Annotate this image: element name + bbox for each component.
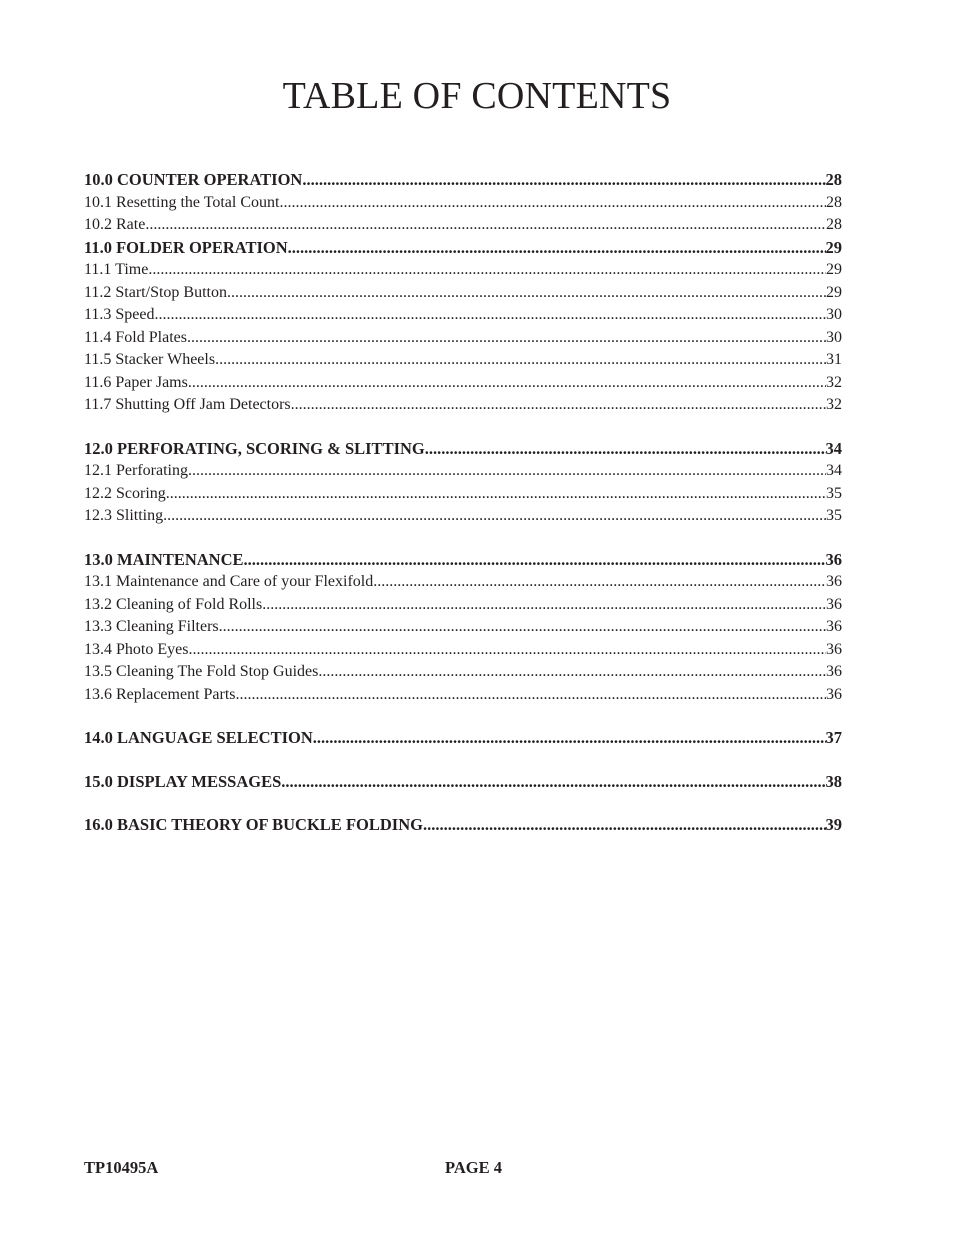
toc-dot-leader xyxy=(145,214,826,237)
toc-entry-label: 13.3 Cleaning Filters xyxy=(84,618,219,635)
toc-entry-page: 36 xyxy=(826,640,842,658)
toc-entry-page: 32 xyxy=(826,396,842,413)
toc-entry-page: 36 xyxy=(826,573,842,590)
toc-subsection[interactable] xyxy=(84,483,842,506)
toc-subsection[interactable] xyxy=(84,661,842,684)
toc-entry-label: 15.0 DISPLAY MESSAGES xyxy=(84,771,282,791)
toc-entry-label: 12.0 PERFORATING, SCORING & SLITTING xyxy=(84,438,425,458)
toc-dot-leader xyxy=(148,259,826,282)
toc-entry-page: 36 xyxy=(826,663,842,680)
toc-subsection[interactable] xyxy=(84,505,842,528)
toc-dot-leader xyxy=(155,304,826,327)
toc-subsection[interactable] xyxy=(84,259,842,282)
toc-dot-leader xyxy=(187,327,826,350)
toc-entry-page: 35 xyxy=(826,484,842,502)
toc-dot-leader xyxy=(425,438,826,461)
toc-subsection[interactable] xyxy=(84,327,842,350)
toc-dot-leader xyxy=(302,169,825,192)
toc-entry-page: 29 xyxy=(826,261,842,278)
toc-entry-page: 32 xyxy=(826,373,842,391)
toc-subsection[interactable] xyxy=(84,616,842,639)
toc-entry-label: 11.4 Fold Plates xyxy=(84,328,187,346)
toc-section-heading[interactable] xyxy=(84,169,842,192)
toc-section-heading[interactable] xyxy=(84,814,842,837)
toc-entry-page: 28 xyxy=(826,216,842,233)
toc-section-heading[interactable] xyxy=(84,237,842,260)
toc-dot-leader xyxy=(215,349,826,372)
toc-entry-label: 14.0 LANGUAGE SELECTION xyxy=(84,728,313,747)
toc-entry-label: 11.0 FOLDER OPERATION xyxy=(84,237,288,257)
toc-entry-label: 13.0 MAINTENANCE xyxy=(84,549,244,569)
toc-entry-label: 10.2 Rate xyxy=(84,216,146,233)
toc-entry-page: 36 xyxy=(826,618,842,635)
toc-entry-page: 38 xyxy=(825,771,842,791)
toc-subsection[interactable] xyxy=(84,214,842,237)
toc-dot-leader xyxy=(423,814,826,837)
toc-dot-leader xyxy=(188,460,826,483)
toc-subsection[interactable] xyxy=(84,394,842,417)
toc-entry-page: 28 xyxy=(826,193,842,211)
toc-dot-leader xyxy=(262,594,826,617)
toc-entry-label: 12.1 Perforating xyxy=(84,462,188,479)
toc-entry-page: 34 xyxy=(826,462,842,479)
page-number: PAGE 4 xyxy=(445,1158,502,1177)
toc-entry-label: 11.2 Start/Stop Button xyxy=(84,283,227,301)
toc-entry-label: 11.3 Speed xyxy=(84,306,155,323)
toc-entry-label: 13.6 Replacement Parts xyxy=(84,685,236,703)
toc-entry-page: 30 xyxy=(826,306,842,323)
toc-subsection[interactable] xyxy=(84,594,842,617)
toc-entry-label: 13.1 Maintenance and Care of your Flexifold xyxy=(84,573,374,590)
toc-entry-label: 12.3 Slitting xyxy=(84,507,164,524)
toc-dot-leader xyxy=(318,661,826,684)
toc-subsection[interactable] xyxy=(84,639,842,662)
toc-subsection[interactable] xyxy=(84,349,842,372)
toc-dot-leader xyxy=(188,639,826,662)
toc-entry-page: 36 xyxy=(826,685,842,703)
page-title: TABLE OF CONTENTS xyxy=(282,75,672,117)
toc-dot-leader xyxy=(163,505,826,528)
toc-subsection[interactable] xyxy=(84,282,842,305)
toc-subsection[interactable] xyxy=(84,372,842,395)
toc-dot-leader xyxy=(236,684,826,707)
toc-dot-leader xyxy=(288,237,826,260)
toc-dot-leader xyxy=(244,549,826,572)
toc-entry-page: 28 xyxy=(825,170,842,189)
toc-dot-leader xyxy=(281,771,825,794)
toc-entry-page: 31 xyxy=(826,351,842,368)
toc-entry-page: 35 xyxy=(826,507,842,524)
toc-entry-label: 16.0 BASIC THEORY OF BUCKLE FOLDING xyxy=(84,815,423,834)
toc-subsection[interactable] xyxy=(84,304,842,327)
toc-entry-page: 39 xyxy=(825,815,842,834)
toc-entry-page: 30 xyxy=(826,328,842,346)
toc-dot-leader xyxy=(291,394,826,417)
toc-dot-leader xyxy=(373,571,826,594)
toc-entry-page: 37 xyxy=(825,728,842,747)
toc-entry-page: 29 xyxy=(825,237,842,257)
toc-entry-label: 10.1 Resetting the Total Count xyxy=(84,193,280,211)
toc-section-heading[interactable] xyxy=(84,438,842,461)
toc-subsection[interactable] xyxy=(84,192,842,215)
table-of-contents xyxy=(84,169,842,837)
toc-dot-leader xyxy=(188,372,826,395)
toc-section-heading[interactable] xyxy=(84,771,842,794)
toc-section-heading[interactable] xyxy=(84,549,842,572)
toc-entry-page: 29 xyxy=(826,283,842,301)
toc-subsection[interactable] xyxy=(84,571,842,594)
toc-dot-leader xyxy=(313,727,826,750)
toc-entry-page: 36 xyxy=(825,549,842,569)
toc-section-heading[interactable] xyxy=(84,727,842,750)
toc-dot-leader xyxy=(227,282,826,305)
toc-subsection[interactable] xyxy=(84,684,842,707)
toc-dot-leader xyxy=(219,616,826,639)
document-id: TP10495A xyxy=(84,1158,159,1177)
toc-entry-page: 34 xyxy=(825,438,842,458)
toc-entry-page: 36 xyxy=(826,595,842,613)
toc-dot-leader xyxy=(166,483,826,506)
toc-entry-label: 12.2 Scoring xyxy=(84,484,166,502)
toc-entry-label: 13.2 Cleaning of Fold Rolls xyxy=(84,595,263,613)
toc-dot-leader xyxy=(279,192,826,215)
toc-entry-label: 13.4 Photo Eyes xyxy=(84,640,189,658)
toc-entry-label: 11.6 Paper Jams xyxy=(84,373,188,391)
toc-entry-label: 11.5 Stacker Wheels xyxy=(84,351,216,368)
toc-entry-label: 11.7 Shutting Off Jam Detectors xyxy=(84,396,291,413)
toc-entry-label: 11.1 Time xyxy=(84,261,149,278)
toc-entry-label: 13.5 Cleaning The Fold Stop Guides xyxy=(84,663,319,680)
toc-subsection[interactable] xyxy=(84,460,842,483)
toc-entry-label: 10.0 COUNTER OPERATION xyxy=(84,170,303,189)
